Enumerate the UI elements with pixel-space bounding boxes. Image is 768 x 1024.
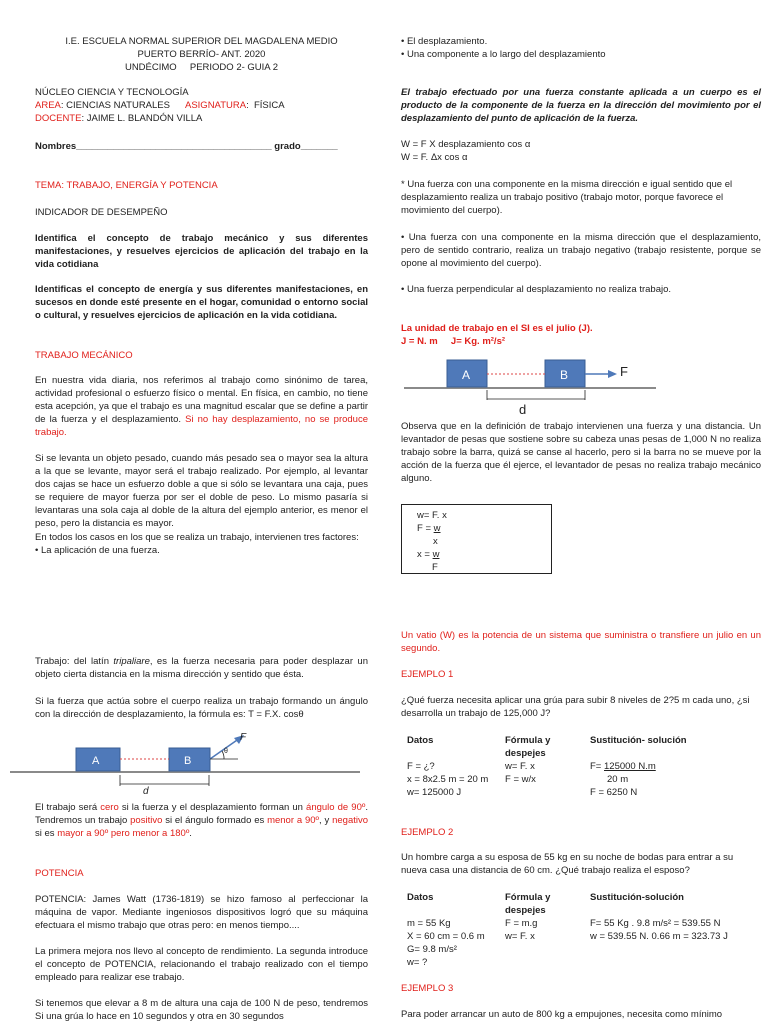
unit-line: La unidad de trabajo en el SI es el julio (J). [401,323,593,334]
paragraph-text: , y [319,815,333,826]
paragraph-text: . [189,828,192,839]
ejemplo-1-question: ¿Qué fuerza necesita aplicar una grúa para subir 8 niveles de 2?5 m cada uno, ¿si desarrolla un trabajo de 125,000 J? [401,695,750,719]
ej1-formulas [505,760,590,799]
highlight-text: ángulo de 90º [306,802,366,813]
potencia-title: POTENCIA [35,868,84,879]
box-x-num: w [432,549,440,560]
force-arrowhead [608,370,617,378]
school-name: I.E. ESCUELA NORMAL SUPERIOR DEL MAGDALENA MEDIO [65,36,338,47]
teacher-value: : JAIME L. BLANDÓN VILLA [81,113,203,124]
paragraph-text: si es [35,828,58,839]
trabajo-p2: Si se levanta un objeto pesado, cuando más pesado sea o mayor sea la altura a la que se levante, mayor será el trabajo realizado. Por ejemplo, al levantar dos cajas se hace un esfuerzo doble a que si sólo se levantara una caja, pues se requiere de mayor fuerza por ser el doble de peso. Lo mismo pasaría si levantaras una sola caja al doble de la altura del ejemplo anterior, es menor el peso, pero la distancia es mayor. [35,453,368,529]
ej1-sol-num: 125000 N.m [604,761,656,772]
area-label: AREA [35,100,61,111]
area-line [35,99,368,112]
highlight-text: mayor a 90º pero menor a 180º [57,828,190,839]
force-label: F [620,364,628,379]
angle-force-diagram [0,728,380,796]
observe-paragraph: Observa que en la definición de trabajo intervienen una fuerza y una distancia. Un levantador de pesas que sostiene sobre su cabeza unas pesas de 1,000 N no realiza trabajo sobre la barra, quizá se canse al hacerlo, pero si la barra no se mueve por la acción de la fuerza que él ejerce, el levantador de pesas no realiza trabajo mecánico alguno. [401,421,761,484]
ej1-header-sustitucion: Sustitución- solución [590,735,687,746]
ej1-datos [407,760,505,799]
ej2-header-formula: Fórmula y despejes [505,892,551,916]
unit-equations [401,335,505,348]
ej1-sol-lhs: F= [590,761,604,772]
indicator-title: INDICADOR DE DESEMPEÑO [35,207,168,218]
block-a-label: A [462,368,471,382]
ejemplo-2-title: EJEMPLO 2 [401,827,454,838]
potencia-p1: POTENCIA: James Watt (1736-1819) se hizo famoso al perfeccionar la máquina de vapor. Mediante ingeniosos dispositivos logró que su máquina efectuara el mismo trabajo que otras pero: en menos tiempo.... [35,894,368,931]
nucleus: NÚCLEO CIENCIA Y TECNOLOGÍA [35,87,189,98]
distance-label: d [143,786,149,796]
ejemplo-3-question: Para poder arrancar un auto de 800 kg a empujones, necesita como mínimo [401,1009,723,1020]
ejemplo-2-table [407,891,761,969]
highlight-text: menor a 90º [267,815,320,826]
ej1-dato: x = 8x2.5 m = 20 m [407,774,489,785]
work-definition: El trabajo efectuado por una fuerza constante aplicada a un cuerpo es el producto de la componente de la fuerza en la dirección del movimiento por el desplazamiento del punto de aplicación de la fuerza. [401,87,761,124]
box-line-2 [417,522,441,535]
ej2-datos [407,917,505,969]
ej2-dato: X = 60 cm = 0.6 m [407,931,485,942]
box-line-1: w= F. x [417,510,447,521]
potencia-p2: La primera mejora nos llevo al concepto de rendimiento. La segunda introduce el concepto de POTENCIA, relacionando el trabajo realizado con el tiempo empleado para realizar ese trabajo. [35,946,368,983]
trabajo-p1 [35,374,368,439]
ejemplo-2-question: Un hombre carga a su esposa de 55 kg en su noche de bodas para entrar a su nueva casa una distancia de 60 cm. ¿Qué trabajo realiza el esposo? [401,852,734,876]
theme-title: TEMA: TRABAJO, ENERGÍA Y POTENCIA [35,180,218,191]
indicator-1: Identifica el concepto de trabajo mecánico y sus diferentes manifestaciones, y resuelves ejercicios de aplicación del trabajo en la vida cotidiana [35,233,368,270]
ej1-dato: w= 125000 J [407,787,462,798]
ej2-formula: F = m.g [505,918,538,929]
factor-2: • El desplazamiento. [401,36,488,47]
ej1-sol-result: F = 6250 N [590,787,638,798]
block-b-label: B [560,368,569,382]
trabajo-p4-a: Trabajo: del latín [35,656,114,667]
highlight-text: cero [100,802,119,813]
factor-1: • La aplicación de una fuerza. [35,545,160,556]
subject-value: : FÍSICA [246,100,285,111]
ej2-dato: G= 9.8 m/s² [407,944,457,955]
trabajo-title: TRABAJO MECÁNICO [35,350,133,361]
name-line: Nombres_____________________________________ grado_______ [35,141,338,152]
ej1-solucion [590,760,761,799]
block-a-label: A [92,755,100,767]
indicator-2: Identificas el concepto de energía y sus diferentes manifestaciones, en sucesos en donde esté presente en el hogar, comunidad o entorno social o cultural, y resuelves ejercicios de aplicación en la vida cotidiana. [35,284,368,321]
case-perpendicular: • Una fuerza perpendicular al desplazamiento no realiza trabajo. [401,284,672,295]
formula-1: W = F X desplazamiento cos α [401,139,531,150]
vatio-definition: Un vatio (W) es la potencia de un sistema que suministra o transfiere un julio en un segundo. [401,630,761,654]
ej1-formula: w= F. x [505,761,535,772]
case-negative: • Una fuerza con una componente en la misma dirección que el desplazamiento, pero de sentido contrario, realiza un trabajo negativo (trabajo resistente, porque se opone al movimiento del cuerpo). [401,232,761,269]
box-f-num: w [433,523,441,534]
paragraph-text: si el ángulo formado es [162,815,268,826]
paragraph-text: El trabajo será [35,802,101,813]
ejemplo-1-table [407,734,761,799]
ej1-header-datos: Datos [407,735,434,746]
ej2-solucion [590,917,761,969]
trabajo-p1-red: Si no hay desplazamiento, no se produce trabajo. [35,414,368,438]
distance-label: d [519,402,527,417]
trabajo-p4-italic: tripaliare [113,656,150,667]
highlight-text: negativo [332,815,369,826]
trabajo-p5: Si la fuerza que actúa sobre el cuerpo realiza un trabajo formando un ángulo con la dirección de desplazamiento, la fórmula es: T = F.X. cosθ [35,696,368,720]
trabajo-p4-b: , es la fuerza necesaria para poder desplazar un objeto cierta distancia en la misma dirección y sentido que ésta. [35,656,368,680]
block-b-label: B [184,755,192,767]
paragraph-text: si la fuerza y el desplazamiento forman un [118,802,307,813]
factor-3: • Una componente a lo largo del desplazamiento [401,49,606,60]
box-f-den: x [433,536,438,547]
ej2-dato: m = 55 Kg [407,918,451,929]
case-positive: * Una fuerza con una componente en la misma dirección e igual sentido que el desplazamiento realiza un trabajo positivo (trabajo motor, porque favorece el movimiento del cuerpo). [401,179,733,216]
ejemplo-3-title: EJEMPLO 3 [401,983,454,994]
ej1-formula: F = w/x [505,774,536,785]
box-x-lhs: x = [417,549,433,560]
force-label: F [240,732,247,743]
ej2-sol-work: w = 539.55 N. 0.66 m = 323.73 J [590,931,728,942]
force-displacement-diagram [401,352,761,422]
trabajo-p3: En todos los casos en los que se realiza un trabajo, intervienen tres factores: [35,532,359,543]
ejemplo-1-title: EJEMPLO 1 [401,669,454,680]
box-line-4 [417,548,439,561]
teacher-line [35,112,202,125]
box-f-lhs: F = [417,523,434,534]
ej1-dato: F = ¿? [407,761,435,772]
unit-eq-2: J= Kg. m²/s² [450,336,506,347]
trabajo-p6 [35,801,368,840]
box-x-den: F [432,562,438,573]
ej1-sol-den: 20 m [607,774,629,785]
angle-label: θ [224,748,228,755]
grade-period: UNDÉCIMO PERIODO 2- GUIA 2 [124,62,279,73]
formula-box [401,504,552,574]
formula-2: W = F. Δx cos α [401,152,468,163]
school-city: PUERTO BERRÍO- ANT. 2020 [137,49,266,60]
trabajo-p4 [35,655,368,681]
trabajo-p1-text: En nuestra vida diaria, nos referimos al trabajo como sinónimo de tarea, actividad profesional o esfuerzo físico o mental. En física, en cambio, no tiene esta acepción, ya que el trabajo es una magnitud escalar que se define a partir de la fuerza y el desplazamiento. [35,375,368,425]
ej2-sol-force: F= 55 Kg . 9.8 m/s² = 539.55 N [590,918,721,929]
paragraph-text: . Tendremos un trabajo [35,802,368,826]
unit-eq-1: J = N. m [401,336,438,347]
potencia-p3: Si tenemos que elevar a 8 m de altura una caja de 100 N de peso, tendremos Si una grúa lo hace en 10 segundos y otra en 30 segundos [35,998,368,1022]
ej2-formula: w= F. x [505,931,535,942]
highlight-text: positivo [130,815,163,826]
ej2-dato: w= ? [407,957,428,968]
area-value: : CIENCIAS NATURALES [60,100,170,111]
subject-label: ASIGNATURA [185,100,247,111]
ej2-formulas [505,917,590,969]
ej1-header-formula: Fórmula y despejes [505,735,551,759]
teacher-label: DOCENTE [35,113,82,124]
ej2-header-sustitucion: Sustitución-solución [590,892,684,903]
ej2-header-datos: Datos [407,892,434,903]
